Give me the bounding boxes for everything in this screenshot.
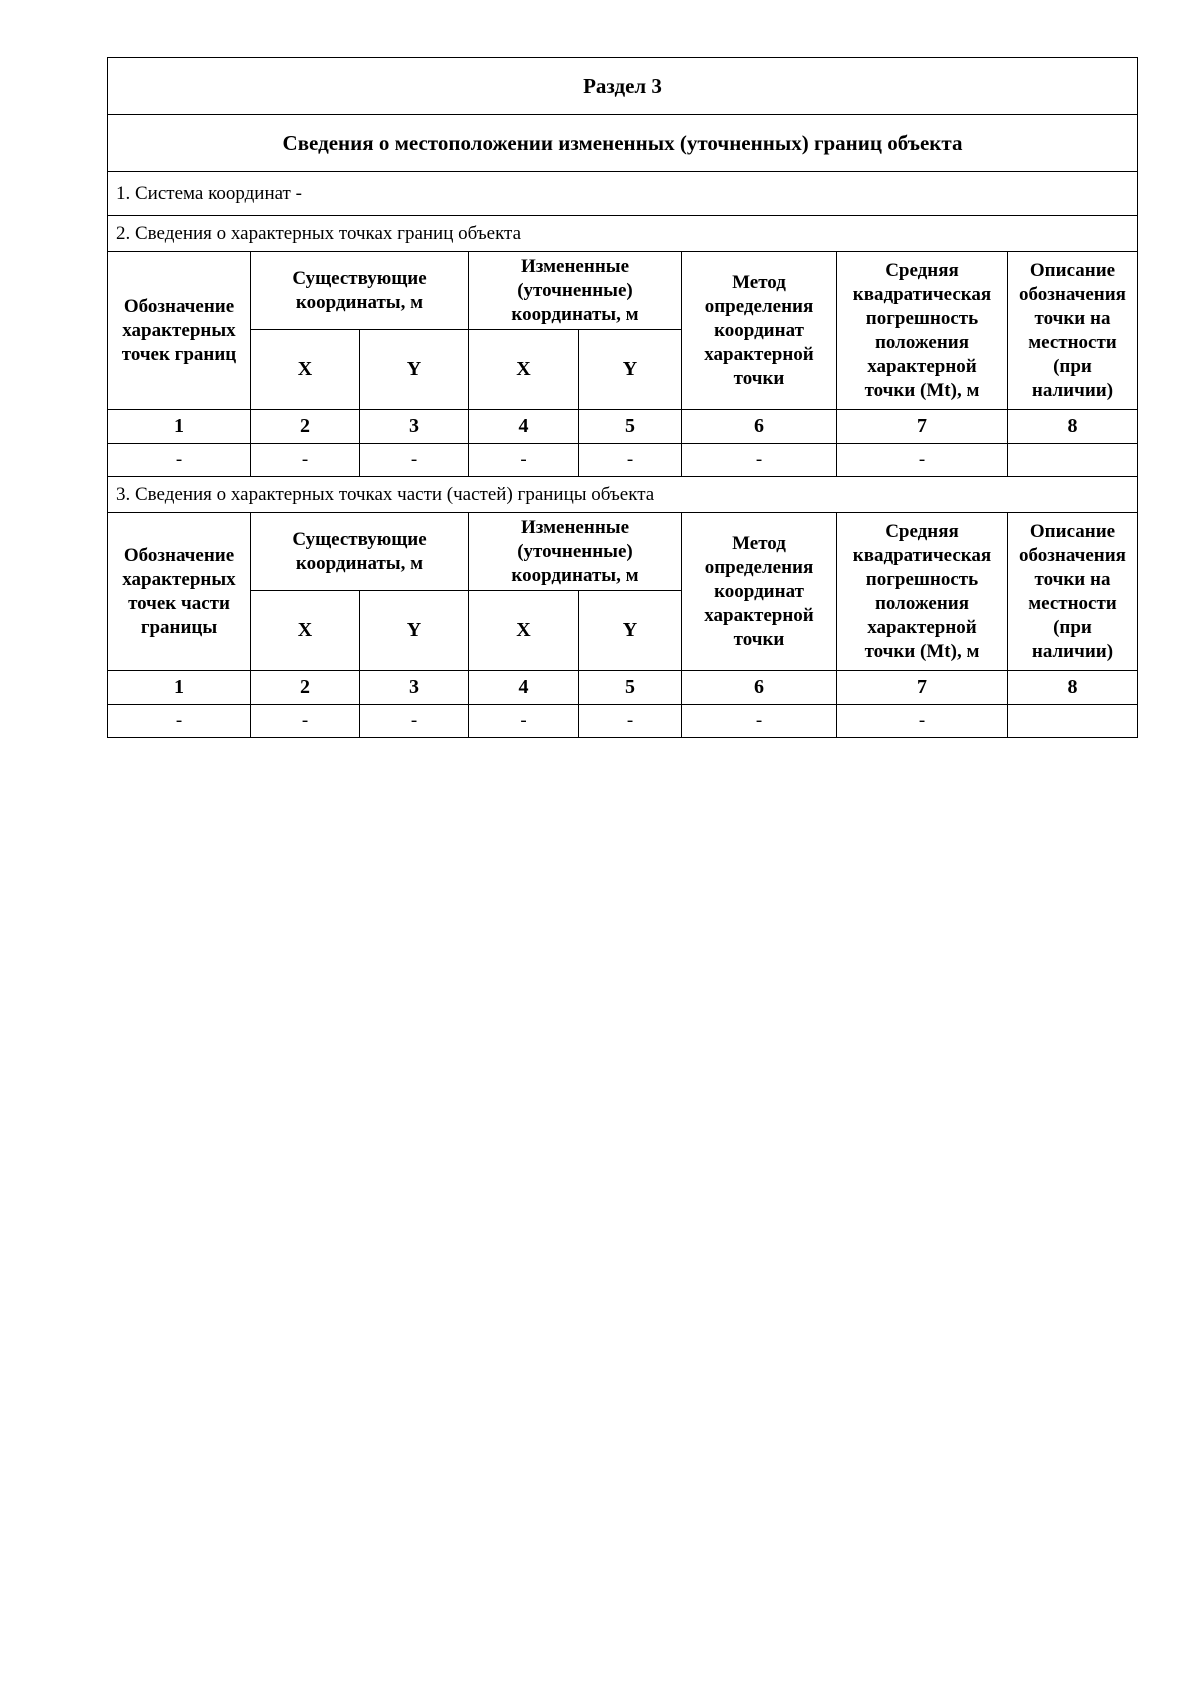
parts-header-error: Средняя квадратическая погрешность положения характерной точки (Mt), м [837,513,1008,671]
points-header-description: Описание обозначения точки на местности (при наличии) [1008,252,1138,410]
parts-heading: 3. Сведения о характерных точках части (частей) границы объекта [108,477,1138,513]
parts-column-numbers [108,671,1138,705]
points-header-existing: Существующие координаты, м [251,252,469,330]
parts-header-existing: Существующие координаты, м [251,513,469,591]
points-heading: 2. Сведения о характерных точках границ объекта [108,216,1138,252]
table-cell: - [469,444,579,477]
points-header-error: Средняя квадратическая погрешность положения характерной точки (Mt), м [837,252,1008,410]
parts-header-x-changed: X [469,591,579,671]
column-number: 5 [579,410,682,444]
points-column-numbers [108,410,1138,444]
points-header-designation: Обозначение характерных точек границ [108,252,251,410]
table-cell: - [682,444,837,477]
column-number: 2 [251,410,360,444]
points-header-y-changed: Y [579,330,682,410]
section-title: Раздел 3 [108,58,1138,115]
column-number: 7 [837,410,1008,444]
column-number: 8 [1008,671,1138,705]
parts-header-designation: Обозначение характерных точек части границы [108,513,251,671]
table-row [108,705,1138,738]
parts-header-y-changed: Y [579,591,682,671]
table-row [108,444,1138,477]
column-number: 1 [108,410,251,444]
points-header-method: Метод определения координат характерной точки [682,252,837,410]
table-cell: - [469,705,579,738]
table-cell: - [108,705,251,738]
parts-header-method: Метод определения координат характерной точки [682,513,837,671]
column-number: 6 [682,671,837,705]
table-cell: - [108,444,251,477]
parts-header-x-existing: X [251,591,360,671]
column-number: 4 [469,410,579,444]
table-cell: - [837,705,1008,738]
column-number: 3 [360,671,469,705]
parts-header-changed: Измененные (уточненные) координаты, м [469,513,682,591]
column-number: 6 [682,410,837,444]
table-cell: - [251,705,360,738]
table-cell: - [579,705,682,738]
points-header-changed: Измененные (уточненные) координаты, м [469,252,682,330]
section-subtitle: Сведения о местоположении измененных (уточненных) границ объекта [108,115,1138,172]
parts-header-y-existing: Y [360,591,469,671]
column-number: 3 [360,410,469,444]
table-cell: - [360,705,469,738]
column-number: 7 [837,671,1008,705]
parts-header-description: Описание обозначения точки на местности (при наличии) [1008,513,1138,671]
table-cell: - [682,705,837,738]
coordinate-system-row: 1. Система координат - [108,172,1138,216]
column-number: 1 [108,671,251,705]
column-number: 5 [579,671,682,705]
column-number: 8 [1008,410,1138,444]
table-cell [1008,705,1138,738]
table-cell [1008,444,1138,477]
table-cell: - [579,444,682,477]
table-cell: - [360,444,469,477]
table-cell: - [837,444,1008,477]
column-number: 2 [251,671,360,705]
points-header-y-existing: Y [360,330,469,410]
points-header-x-existing: X [251,330,360,410]
table-cell: - [251,444,360,477]
section-3-table [107,57,1138,738]
column-number: 4 [469,671,579,705]
points-header-x-changed: X [469,330,579,410]
